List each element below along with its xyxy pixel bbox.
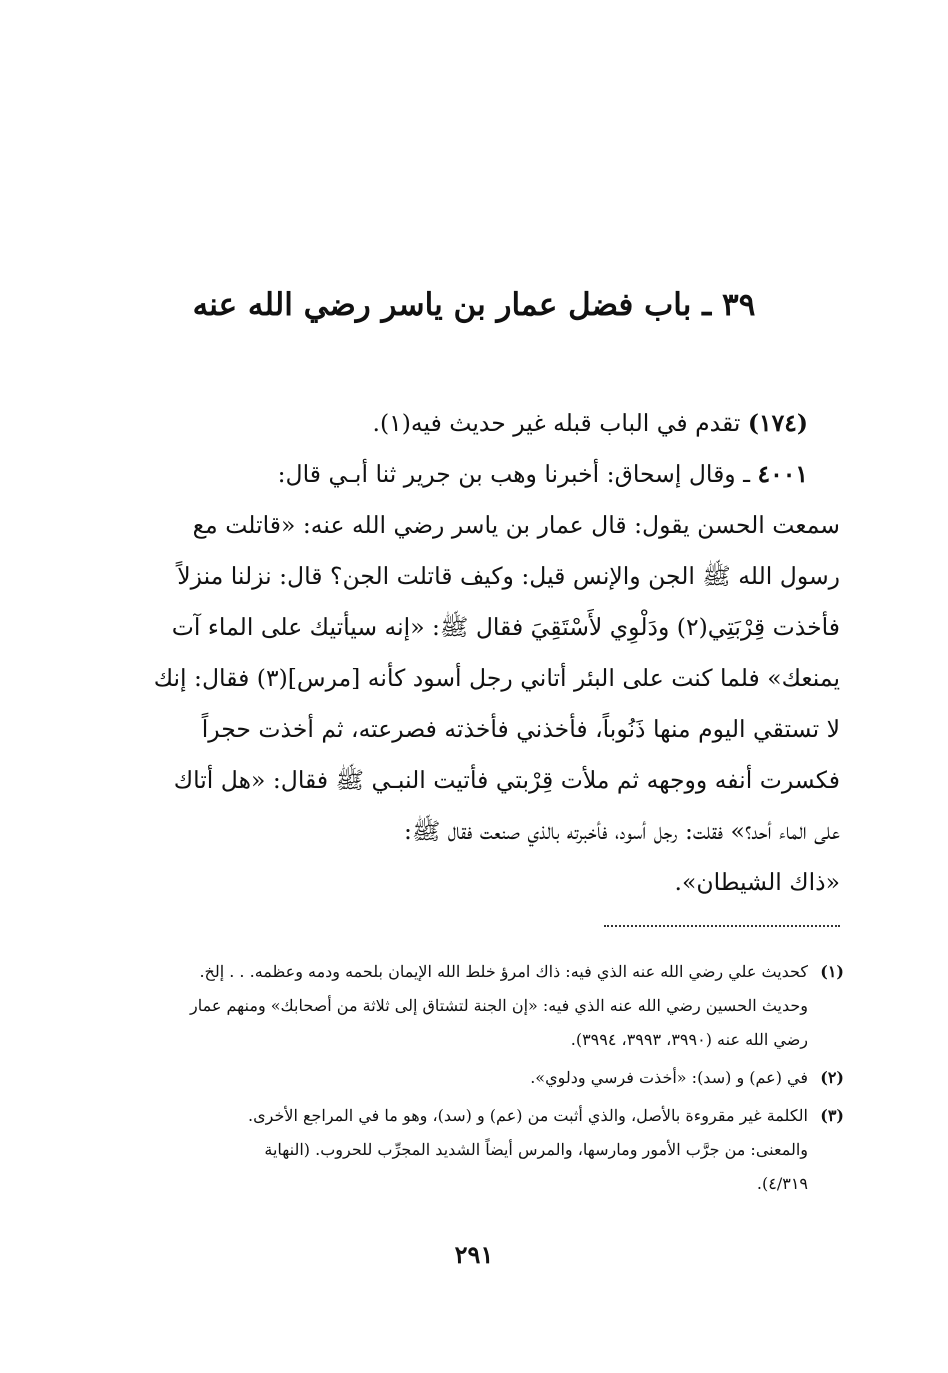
footnote-line: رضي الله عنه (٣٩٩٠، ٣٩٩٣، ٣٩٩٤). <box>570 1030 808 1049</box>
footnote-separator <box>604 925 840 927</box>
hadith-line: لا تستقي اليوم منها ذَنُوباً، فأخذني فأخذته فصرعته، ثم أخذت حجراً <box>201 715 840 743</box>
footnote-mark: (٢) <box>820 1068 844 1087</box>
footnote-mark: (٣) <box>820 1106 844 1125</box>
footnote-mark: (١) <box>820 962 844 981</box>
hadith-line-text: ـ وقال إسحاق: أخبرنا وهب بن جرير ثنا أبـي قال: <box>277 460 751 488</box>
hadith-number: ٤٠٠١ <box>757 460 808 488</box>
footnote-text <box>104 1061 808 1095</box>
footnote-text <box>104 955 808 1057</box>
footnote-line: في (عم) و (سد): «أخذت فرسي ودلوي». <box>530 1068 808 1087</box>
hadith-line: فكسرت أنفه ووجهه ثم ملأت قِرْبتي فأتيت النبـي ﷺ فقال: «هل أتاك <box>173 766 840 794</box>
chapter-title: ٣٩ ـ باب فضل عمار بن ياسر رضي الله عنه <box>192 287 756 323</box>
intro-number: (١٧٤) <box>747 409 808 437</box>
hadith-line: «ذاك الشيطان». <box>674 868 840 896</box>
footnote-line: والمعنى: من جرَّب الأمور ومارسها، والمرس أيضاً الشديد المجرِّب للحروب. (النهاية <box>264 1140 808 1159</box>
page-number: ٢٩١ <box>454 1240 494 1269</box>
hadith-line: فأخذت قِرْبَتِي(٢) ودَلْوِي لأَسْتَقِيَ فقال ﷺ: «إنه سيأتيك على الماء آت <box>171 613 840 641</box>
hadith-line: رسول الله ﷺ الجن والإنس قيل: وكيف قاتلت الجن؟ قال: نزلنا منزلاً <box>177 562 840 590</box>
footnote-1 <box>104 955 844 1057</box>
footnote-line: وحديث الحسين رضي الله عنه الذي فيه: «إن الجنة لتشتاق إلى ثلاثة من أصحابك» ومنهم عمار <box>190 996 808 1015</box>
footnote-2 <box>104 1061 844 1095</box>
footnote-line: كحديث علي رضي الله عنه الذي فيه: ذاك امرؤ خلط الله الإيمان بلحمه ودمه وعظمه. . . إلخ. <box>199 962 808 981</box>
footnote-line: ٤/٣١٩). <box>756 1174 808 1193</box>
footnotes <box>104 955 844 1205</box>
hadith-line: على الماء أحد؟» فقلت: رجل أسود، فأخبرته بالذي صنعت فقال ﷺ: <box>404 817 840 845</box>
hadith-line <box>105 449 840 500</box>
intro-text: تقدم في الباب قبله غير حديث فيه(١). <box>372 409 741 437</box>
footnote-line: الكلمة غير مقروءة بالأصل، والذي أثبت من (عم) و (سد)، وهو ما في المراجع الأخرى. <box>248 1106 808 1125</box>
footnote-3 <box>104 1099 844 1201</box>
main-text <box>105 398 840 908</box>
intro-paragraph <box>105 398 840 449</box>
footnote-text <box>104 1099 808 1201</box>
hadith-line: يمنعك» فلما كنت على البئر أتاني رجل أسود كأنه [مرس](٣) فقال: إنك <box>153 664 840 692</box>
hadith-line: سمعت الحسن يقول: قال عمار بن ياسر رضي الله عنه: «قاتلت مع <box>192 511 840 539</box>
